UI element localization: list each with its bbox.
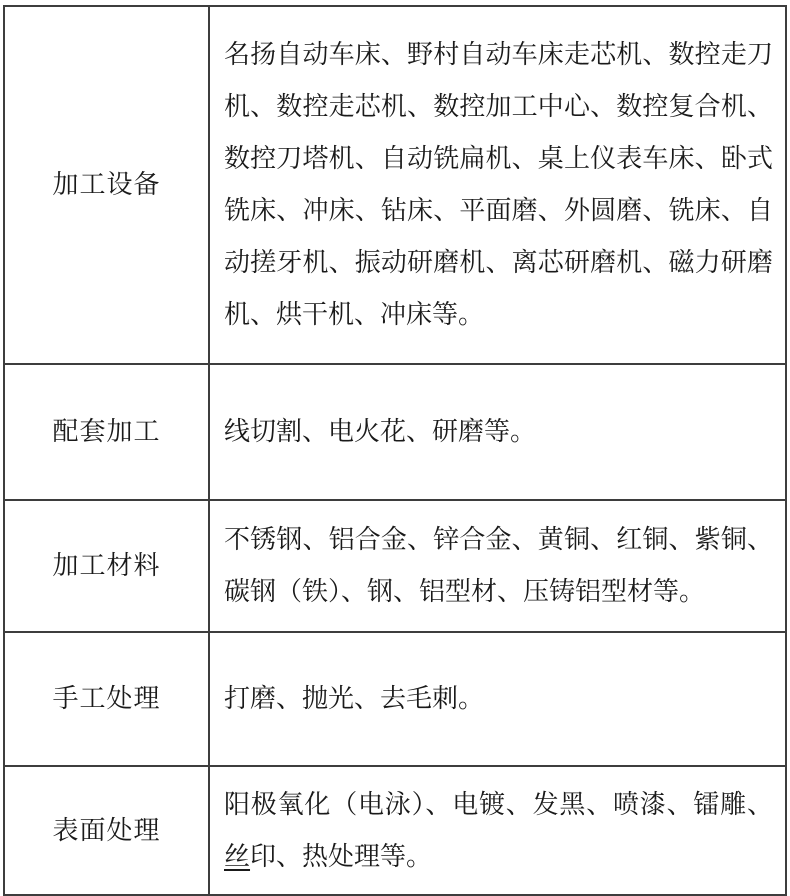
row-content-pre: 阳极氧化（电泳）、电镀、发黑、喷漆、镭雕、 xyxy=(224,789,773,820)
row-content: 不锈钢、铝合金、锌合金、黄铜、红铜、紫铜、碳钢（铁）、钢、铝型材、压铸铝型材等。 xyxy=(224,525,773,607)
row-content-post: 印、热处理等。 xyxy=(250,841,433,872)
table-row xyxy=(4,766,786,895)
row-content-cell xyxy=(209,6,786,364)
row-label: 加工材料 xyxy=(52,551,161,581)
row-label-cell xyxy=(4,632,209,766)
row-label-cell xyxy=(4,364,209,500)
row-content: 名扬自动车床、野村自动车床走芯机、数控走刀机、数控走芯机、数控加工中心、数控复合机、数控刀塔机、自动铣扁机、桌上仪表车床、卧式铣床、冲床、钻床、平面磨、外圆磨、铣床、自动搓牙机、振动研磨机、离芯研磨机、磁力研磨机、烘干机、冲床等。 xyxy=(224,40,773,330)
row-label: 表面处理 xyxy=(52,815,161,846)
row-content-underlined: 丝 xyxy=(224,841,251,872)
row-label-cell xyxy=(4,500,209,632)
row-content: 线切割、电火花、研磨等。 xyxy=(224,417,537,447)
row-label: 配套加工 xyxy=(52,417,161,447)
spec-table xyxy=(3,5,787,896)
row-content-cell xyxy=(209,632,786,766)
table-row xyxy=(4,364,786,500)
row-label: 加工设备 xyxy=(52,170,161,200)
row-content-cell xyxy=(209,500,786,632)
row-content-cell xyxy=(209,364,786,500)
table-row xyxy=(4,632,786,766)
table-row xyxy=(4,500,786,632)
table-row xyxy=(4,6,786,364)
row-content: 打磨、抛光、去毛刺。 xyxy=(224,684,485,714)
row-label: 手工处理 xyxy=(52,684,161,714)
row-content-cell xyxy=(209,766,786,895)
row-label-cell xyxy=(4,766,209,895)
row-label-cell xyxy=(4,6,209,364)
